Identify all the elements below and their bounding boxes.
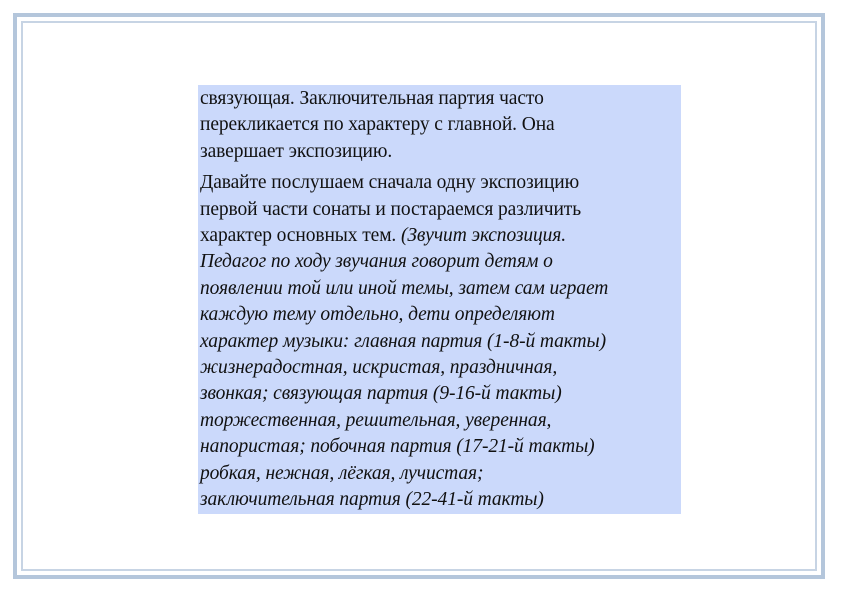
- italic-text-line: появлении той или иной темы, затем сам играет: [200, 277, 609, 299]
- text-line: перекликается по характеру с главной. Она: [200, 114, 555, 136]
- text-line: Давайте послушаем сначала одну экспозицию: [200, 172, 580, 194]
- paragraph-1: [200, 86, 681, 165]
- italic-text-line: каждую тему отдельно, дети определяют: [200, 304, 555, 326]
- text-run: характер основных тем.: [200, 225, 401, 247]
- italic-text-line: заключительная партия (22-41-й такты): [200, 489, 544, 511]
- text-line: первой части сонаты и постараемся различить: [200, 198, 581, 220]
- text-line: связующая. Заключительная партия часто: [200, 88, 544, 109]
- text-box: [198, 85, 681, 514]
- italic-text-line: звонкая; связующая партия (9-16-й такты): [200, 383, 562, 405]
- italic-text-line: характер музыки: главная партия (1-8-й такты): [200, 330, 607, 352]
- paragraph-2: [200, 170, 681, 513]
- italic-text-line: торжественная, решительная, уверенная,: [200, 409, 552, 431]
- italic-text-line: Педагог по ходу звучания говорит детям о: [200, 251, 553, 273]
- text-line: завершает экспозицию.: [200, 140, 393, 162]
- italic-text-line: робкая, нежная, лёгкая, лучистая;: [200, 462, 484, 484]
- italic-text-line: напористая; побочная партия (17-21-й такты): [200, 436, 595, 458]
- italic-text-line: жизнерадостная, искристая, праздничная,: [200, 357, 558, 379]
- text-line: [200, 223, 681, 249]
- italic-text-run: (Звучит экспозиция.: [400, 225, 567, 247]
